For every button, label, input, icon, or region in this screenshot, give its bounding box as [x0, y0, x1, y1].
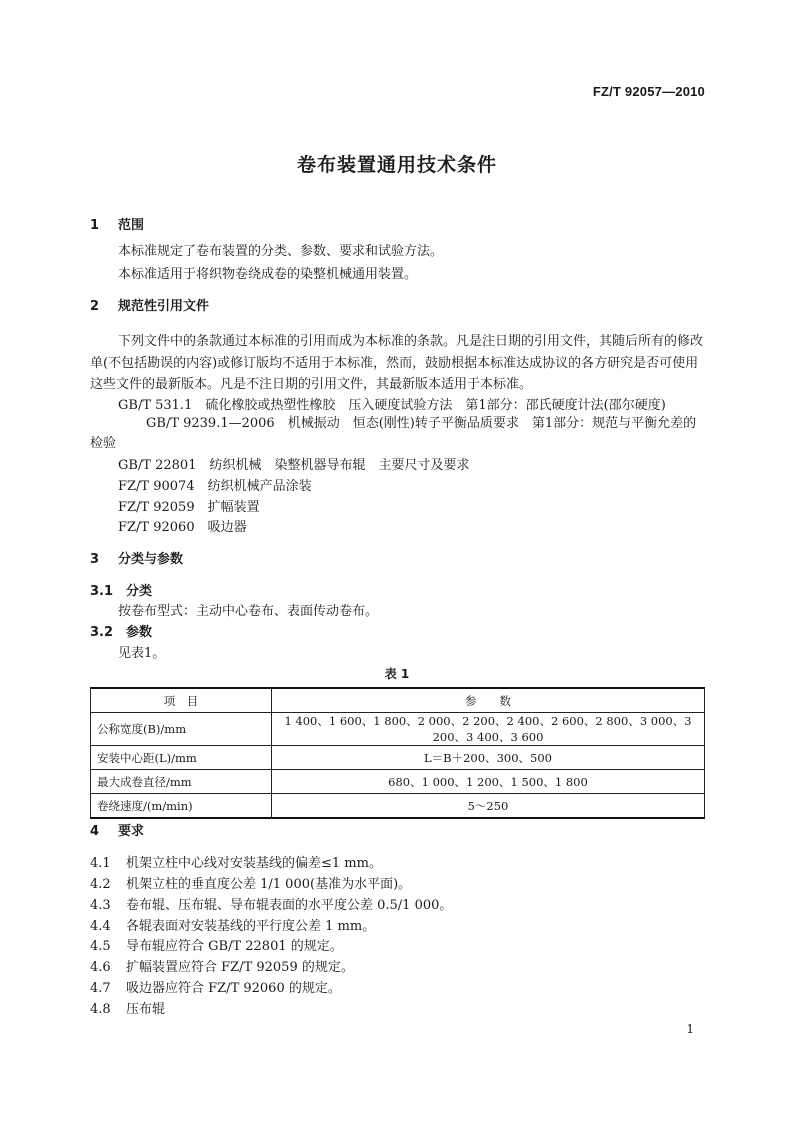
table-cell: 公称宽度(B)/mm: [91, 713, 272, 746]
requirement-item: 4.2 机架立柱的垂直度公差 1/1 000(基准为水平面)。: [90, 877, 412, 892]
table-cell: 5～250: [272, 794, 705, 819]
document-title: 卷布装置通用技术条件: [296, 154, 497, 176]
table-row: [91, 713, 705, 746]
table-row: [91, 770, 705, 794]
table-header-row: [91, 688, 705, 713]
requirement-item: 4.6 扩幅装置应符合 FZ/T 92059 的规定。: [90, 960, 354, 975]
reference-item: FZ/T 92060 吸边器: [118, 520, 247, 535]
table-caption: 表 1: [384, 667, 410, 681]
section-2-heading: 2 规范性引用文件: [90, 299, 210, 314]
table-cell: L＝B＋200、300、500: [272, 746, 705, 770]
page-number: 1: [686, 1022, 694, 1036]
section-3-1-text: 按卷布型式：主动中心卷布、表面传动卷布。: [118, 604, 379, 619]
section-2-intro: 下列文件中的条款通过本标准的引用而成为本标准的条款。凡是注日期的引用文件，其随后所有的修改单(不包括勘误的内容)或修订版均不适用于本标准，然而，鼓励根据本标准达成协议的各方研究是否可使用这些文件的最新版本。凡是不注日期的引用文件，其最新版本适用于本标准。: [90, 334, 704, 392]
table-header-parameter: 参 数: [272, 688, 705, 713]
table-cell: 最大成卷直径/mm: [91, 770, 272, 794]
table-row: [91, 794, 705, 819]
reference-item: GB/T 22801 纺织机械 染整机器导布辊 主要尺寸及要求: [118, 458, 470, 473]
table-header-item: 项 目: [91, 688, 272, 713]
parameter-table: [90, 687, 705, 819]
section-3-1-heading: 3.1 分类: [90, 584, 153, 599]
section-1-paragraph-1: 本标准规定了卷布装置的分类、参数、要求和试验方法。: [118, 244, 444, 259]
section-3-2-heading: 3.2 参数: [90, 625, 153, 640]
table-cell: 安装中心距(L)/mm: [91, 746, 272, 770]
requirement-item: 4.8 压布辊: [90, 1002, 166, 1017]
reference-item: FZ/T 90074 纺织机械产品涂装: [118, 479, 312, 494]
table-cell: 680、1 000、1 200、1 500、1 800: [272, 770, 705, 794]
reference-item: GB/T 531.1 硫化橡胶或热塑性橡胶 压入硬度试验方法 第1部分：邵氏硬度计法(邵尔硬度): [118, 398, 666, 413]
table-cell: 1 400、1 600、1 800、2 000、2 200、2 400、2 600、2 800、3 000、3 200、3 400、3 600: [272, 713, 705, 746]
requirement-item: 4.1 机架立柱中心线对安装基线的偏差≤1 mm。: [90, 856, 382, 871]
table-cell: 卷绕速度/(m/min): [91, 794, 272, 819]
requirement-item: 4.5 导布辊应符合 GB/T 22801 的规定。: [90, 939, 343, 954]
reference-item: GB/T 9239.1—2006 机械振动 恒态(刚性)转子平衡品质要求 第1部分：规范与平衡允差的检验: [90, 416, 697, 451]
standard-code: FZ/T 92057—2010: [592, 84, 705, 99]
section-3-heading: 3 分类与参数: [90, 552, 184, 567]
section-4-heading: 4 要求: [90, 824, 145, 839]
section-1-paragraph-2: 本标准适用于将织物卷绕成卷的染整机械通用装置。: [118, 267, 418, 282]
reference-item: FZ/T 92059 扩幅装置: [118, 500, 260, 515]
requirement-item: 4.7 吸边器应符合 FZ/T 92060 的规定。: [90, 981, 341, 996]
section-1-heading: 1 范围: [90, 218, 145, 233]
requirement-item: 4.3 卷布辊、压布辊、导布辊表面的水平度公差 0.5/1 000。: [90, 898, 453, 913]
table-row: [91, 746, 705, 770]
section-3-2-text: 见表1。: [118, 646, 166, 661]
requirement-item: 4.4 各辊表面对安装基线的平行度公差 1 mm。: [90, 919, 376, 934]
